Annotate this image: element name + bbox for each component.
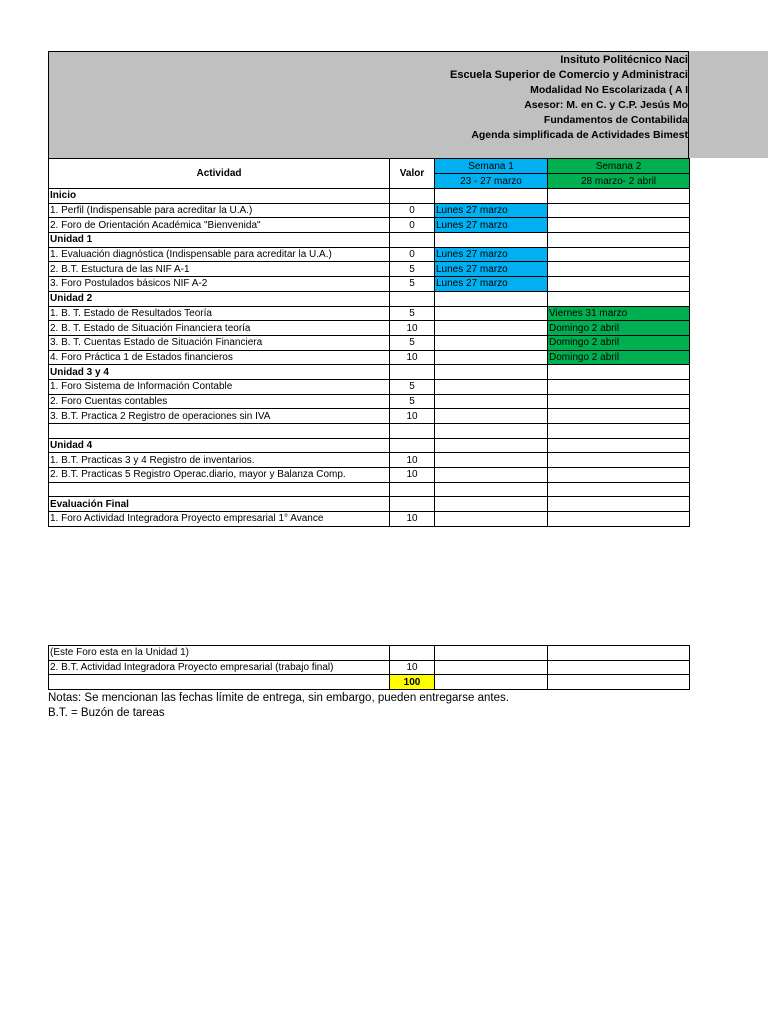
week2-deadline: Domingo 2 abril [548, 335, 690, 350]
week2-deadline [548, 394, 690, 409]
week2-cell [548, 189, 690, 204]
activity-row [49, 350, 690, 365]
week2-dates: 28 marzo- 2 abril [548, 174, 690, 189]
activity-label: 2. B. T. Estado de Situación Financiera teoría [49, 321, 390, 336]
final-activity-row [49, 660, 690, 675]
week2-cell [548, 675, 690, 690]
activity-label [49, 675, 390, 690]
blank-row [49, 482, 690, 497]
final-activity-row [49, 646, 690, 661]
valor-cell [390, 291, 435, 306]
col-header-valor: Valor [390, 159, 435, 189]
activity-valor: 0 [390, 203, 435, 218]
note-abbreviation: B.T. = Buzón de tareas [48, 707, 165, 719]
week1-deadline [435, 394, 548, 409]
activity-label: 2. Foro de Orientación Académica "Bienvenida" [49, 218, 390, 233]
week2-deadline [548, 512, 690, 527]
week2-deadline: Domingo 2 abril [548, 350, 690, 365]
week1-deadline: Lunes 27 marzo [435, 262, 548, 277]
week1-cell [435, 660, 548, 675]
activity-row [49, 409, 690, 424]
activity-row [49, 321, 690, 336]
activity-valor: 0 [390, 247, 435, 262]
week2-cell [548, 233, 690, 248]
activity-valor: 5 [390, 306, 435, 321]
header-line-institute: Insituto Politécnico Naci [560, 54, 688, 66]
week1-cell [435, 646, 548, 661]
activity-label: (Este Foro esta en la Unidad 1) [49, 646, 390, 661]
header-line-advisor: Asesor: M. en C. y C.P. Jesús Mo [524, 99, 688, 111]
section-row [49, 365, 690, 380]
activity-row [49, 512, 690, 527]
header-line-course: Fundamentos de Contabilida [543, 114, 688, 126]
week1-deadline: Lunes 27 marzo [435, 277, 548, 292]
header-line-school: Escuela Superior de Comercio y Administraci [449, 69, 688, 81]
week2-deadline [548, 409, 690, 424]
final-activities-table [48, 645, 690, 690]
week2-cell [548, 646, 690, 661]
week2-deadline [548, 453, 690, 468]
activity-valor: 10 [390, 453, 435, 468]
activity-label: 1. Foro Sistema de Información Contable [49, 379, 390, 394]
activity-label: 3. Foro Postulados básicos NIF A-2 [49, 277, 390, 292]
week2-deadline [548, 379, 690, 394]
week1-deadline [435, 468, 548, 483]
week1-cell [435, 291, 548, 306]
valor-cell [390, 189, 435, 204]
valor-cell [390, 438, 435, 453]
activity-valor: 5 [390, 379, 435, 394]
note-deadlines: Notas: Se mencionan las fechas límite de entrega, sin embargo, pueden entregarse antes. [48, 692, 509, 704]
activity-label: 1. Perfil (Indispensable para acreditar la U.A.) [49, 203, 390, 218]
activity-valor: 5 [390, 394, 435, 409]
week2-cell [548, 291, 690, 306]
week1-deadline [435, 335, 548, 350]
valor-cell [390, 233, 435, 248]
header-line-modality: Modalidad No Escolarizada ( A I [530, 84, 688, 96]
activity-valor: 0 [390, 218, 435, 233]
activity-label: 3. B. T. Cuentas Estado de Situación Financiera [49, 335, 390, 350]
activity-valor: 10 [390, 321, 435, 336]
header-line-agenda: Agenda simplificada de Actividades Bimest [471, 129, 688, 141]
activity-row [49, 218, 690, 233]
activity-label: 2. Foro Cuentas contables [49, 394, 390, 409]
week1-deadline [435, 379, 548, 394]
total-value: 100 [390, 675, 435, 690]
week1-label: Semana 1 [435, 159, 548, 174]
week2-cell [548, 424, 690, 439]
week2-deadline: Viernes 31 marzo [548, 306, 690, 321]
week2-deadline [548, 203, 690, 218]
week2-deadline [548, 262, 690, 277]
week1-cell [435, 189, 548, 204]
week1-cell [435, 233, 548, 248]
section-title: Inicio [49, 189, 390, 204]
activity-label: 1. Evaluación diagnóstica (Indispensable para acreditar la U.A.) [49, 247, 390, 262]
activity-row [49, 468, 690, 483]
week2-cell [548, 497, 690, 512]
activity-label: 1. Foro Actividad Integradora Proyecto empresarial 1° Avance [49, 512, 390, 527]
week1-deadline [435, 321, 548, 336]
activity-valor: 5 [390, 277, 435, 292]
activity-valor: 10 [390, 468, 435, 483]
activity-valor: 5 [390, 335, 435, 350]
activity-valor: 10 [390, 660, 435, 675]
week1-deadline [435, 453, 548, 468]
activity-row [49, 453, 690, 468]
valor-cell [390, 482, 435, 497]
activity-label: 2. B.T. Actividad Integradora Proyecto empresarial (trabajo final) [49, 660, 390, 675]
activity-label: 2. B.T. Practicas 5 Registro Operac.diario, mayor y Balanza Comp. [49, 468, 390, 483]
activity-row [49, 277, 690, 292]
week2-deadline [548, 247, 690, 262]
activity-cell [49, 482, 390, 497]
week1-deadline [435, 512, 548, 527]
week1-deadline [435, 306, 548, 321]
week2-deadline [548, 277, 690, 292]
activity-row [49, 306, 690, 321]
notes [48, 691, 509, 721]
activity-row [49, 335, 690, 350]
section-row [49, 233, 690, 248]
col-header-actividad: Actividad [49, 159, 390, 189]
week1-deadline [435, 409, 548, 424]
document-header [48, 51, 689, 158]
week2-cell [548, 482, 690, 497]
section-row [49, 438, 690, 453]
week1-cell [435, 675, 548, 690]
week1-dates: 23 - 27 marzo [435, 174, 548, 189]
section-title: Unidad 1 [49, 233, 390, 248]
activity-valor: 10 [390, 512, 435, 527]
section-row [49, 189, 690, 204]
valor-cell [390, 497, 435, 512]
activity-label: 1. B.T. Practicas 3 y 4 Registro de inventarios. [49, 453, 390, 468]
activities-table [48, 158, 690, 527]
week2-cell [548, 660, 690, 675]
section-title: Evaluación Final [49, 497, 390, 512]
activity-row [49, 394, 690, 409]
week1-deadline [435, 350, 548, 365]
total-row [49, 675, 690, 690]
section-title: Unidad 2 [49, 291, 390, 306]
activity-valor [390, 646, 435, 661]
week1-cell [435, 497, 548, 512]
week1-cell [435, 438, 548, 453]
valor-cell [390, 365, 435, 380]
week2-cell [548, 438, 690, 453]
week2-deadline [548, 468, 690, 483]
valor-cell [390, 424, 435, 439]
week1-deadline: Lunes 27 marzo [435, 247, 548, 262]
section-title: Unidad 4 [49, 438, 390, 453]
week2-deadline: Domingo 2 abril [548, 321, 690, 336]
activity-row [49, 247, 690, 262]
activity-label: 3. B.T. Practica 2 Registro de operaciones sin IVA [49, 409, 390, 424]
week1-deadline: Lunes 27 marzo [435, 218, 548, 233]
week1-cell [435, 424, 548, 439]
section-row [49, 291, 690, 306]
activity-valor: 10 [390, 409, 435, 424]
blank-row [49, 424, 690, 439]
week2-label: Semana 2 [548, 159, 690, 174]
week1-cell [435, 365, 548, 380]
activity-label: 2. B.T. Estuctura de las NIF A-1 [49, 262, 390, 277]
activity-valor: 5 [390, 262, 435, 277]
week2-deadline [548, 218, 690, 233]
section-row [49, 497, 690, 512]
activity-row [49, 262, 690, 277]
activity-label: 4. Foro Práctica 1 de Estados financieros [49, 350, 390, 365]
week1-deadline: Lunes 27 marzo [435, 203, 548, 218]
week1-cell [435, 482, 548, 497]
activity-row [49, 379, 690, 394]
section-title: Unidad 3 y 4 [49, 365, 390, 380]
activity-cell [49, 424, 390, 439]
activity-label: 1. B. T. Estado de Resultados Teoría [49, 306, 390, 321]
activity-valor: 10 [390, 350, 435, 365]
activity-row [49, 203, 690, 218]
week2-cell [548, 365, 690, 380]
